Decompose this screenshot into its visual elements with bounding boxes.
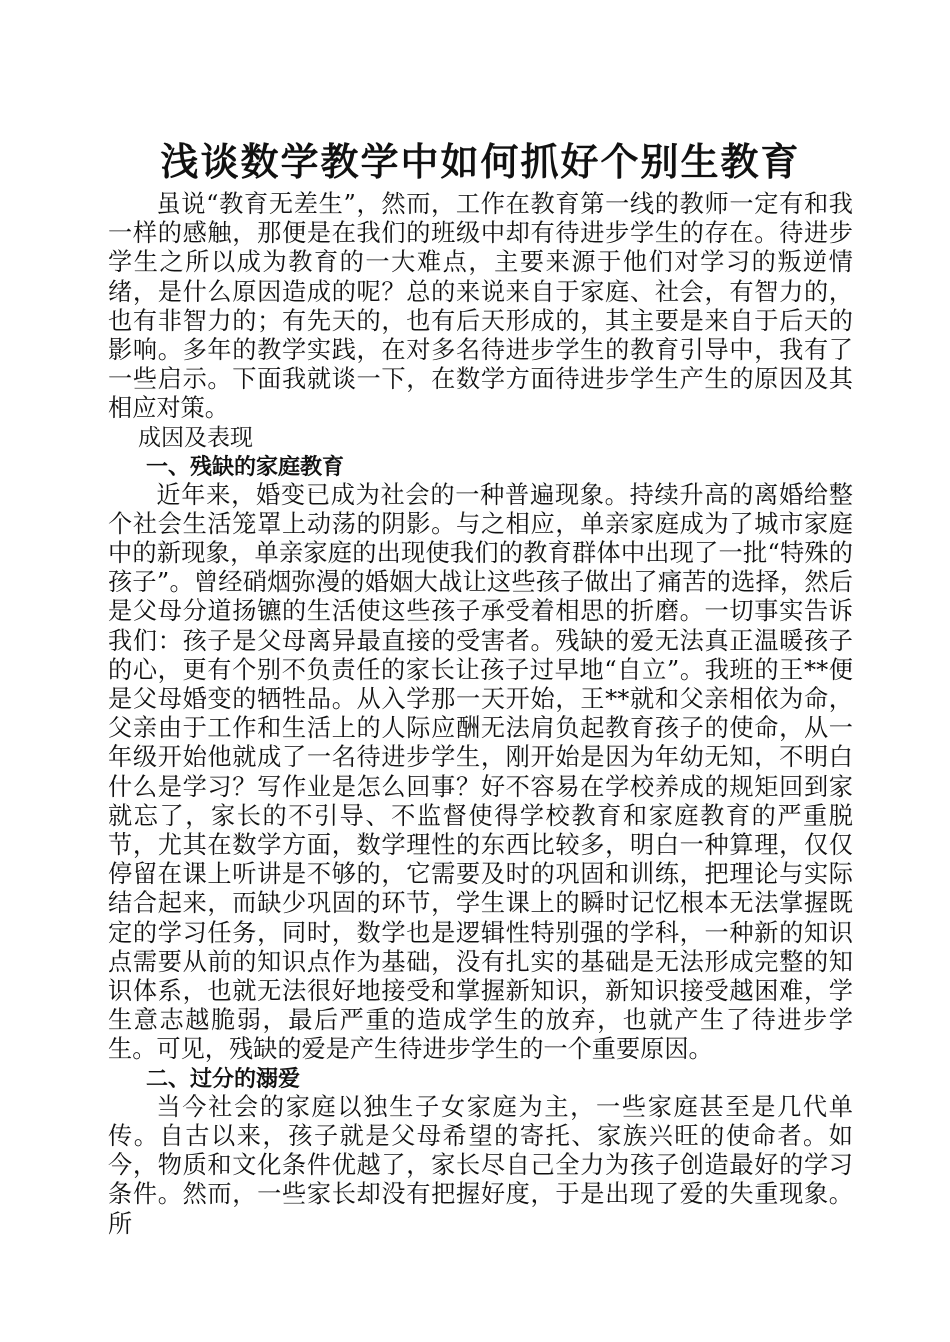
section-label: 成因及表现	[138, 424, 253, 451]
heading-overindulgence: 二、过分的溺爱	[146, 1065, 301, 1092]
intro-paragraph: 虽说“教育无差生”，然而，工作在教育第一线的教师一定有和我一样的感触，那便是在我们的班级中却有待进步学生的存在。待进步学生之所以成为教育的一大难点，主要来源于他们对学习的叛逆情绪，是什么原因造成的呢？总的来说来自于家庭、社会，有智力的，也有非智力的；有先天的，也有后天形成的，其主要是来自于后天的影响。多年的教学实践，在对多名待进步学生的教育引导中，我有了一些启示。下面我就谈一下，在数学方面待进步学生产生的原因及其相应对策。	[108, 190, 853, 423]
document-page	[108, 136, 853, 1239]
paragraph-overindulgence: 当今社会的家庭以独生子女家庭为主，一些家庭甚至是几代单传。自古以来，孩子就是父母希望的寄托、家族兴旺的使命者。如今，物质和文化条件优越了，家长尽自己全力为孩子创造最好的学习条件。然而，一些家长却没有把握好度，于是出现了爱的失重现象。所	[108, 1092, 853, 1238]
paragraph-family-education: 近年来，婚变已成为社会的一种普遍现象。持续升高的离婚给整个社会生活笼罩上动荡的阴影。与之相应，单亲家庭成为了城市家庭中的新现象，单亲家庭的出现使我们的教育群体中出现了一批“特殊的孩子”。曾经硝烟弥漫的婚姻大战让这些孩子做出了痛苦的选择，然后是父母分道扬镳的生活使这些孩子承受着相思的折磨。一切事实告诉我们：孩子是父母离异最直接的受害者。残缺的爱无法真正温暖孩子的心，更有个别不负责任的家长让孩子过早地“自立”。我班的王**便是父母婚变的牺牲品。从入学那一天开始，王**就和父亲相依为命，父亲由于工作和生活上的人际应酬无法肩负起教育孩子的使命，从一年级开始他就成了一名待进步学生，刚开始是因为年幼无知，不明白什么是学习？写作业是怎么回事？好不容易在学校养成的规矩回到家就忘了，家长的不引导、不监督使得学校教育和家庭教育的严重脱节，尤其在数学方面，数学理性的东西比较多，明白一种算理，仅仅停留在课上听讲是不够的，它需要及时的巩固和训练，把理论与实际结合起来，而缺少巩固的环节，学生课上的瞬时记忆根本无法掌握既定的学习任务，同时，数学也是逻辑性特别强的学科，一种新的知识点需要从前的知识点作为基础，没有扎实的基础是无法形成完整的知识体系，也就无法很好地接受和掌握新知识，新知识接受越困难，学生意志越脆弱，最后严重的造成学生的放弃，也就产生了待进步学生。可见，残缺的爱是产生待进步学生的一个重要原因。	[108, 480, 853, 1064]
document-title: 浅谈数学教学中如何抓好个别生教育	[160, 139, 801, 184]
heading-family-education: 一、残缺的家庭教育	[146, 453, 345, 480]
